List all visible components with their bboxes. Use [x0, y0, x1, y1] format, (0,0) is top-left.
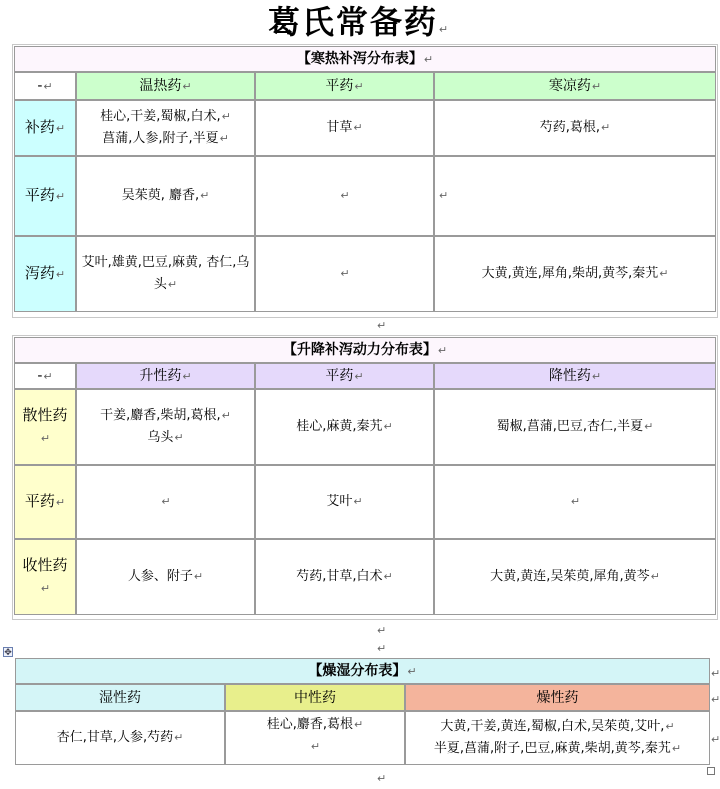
paragraph-mark: ↵: [377, 319, 387, 332]
table2-cell: 人参、附子↵: [76, 539, 255, 615]
page-title: 葛氏常备药↵: [267, 3, 451, 41]
table2-col-rising: 升性药↵: [76, 363, 255, 389]
table1-cell: ↵: [434, 156, 716, 236]
table2-col-falling: 降性药↵: [434, 363, 716, 389]
table2-cell: 芍药,甘草,白术↵: [255, 539, 434, 615]
table1-col-cold: 寒凉药↵: [434, 72, 716, 100]
move-anchor-icon[interactable]: ✥: [4, 648, 12, 658]
row-end-mark: ↵: [711, 667, 720, 680]
table2-corner: -↵: [14, 363, 76, 389]
table1-caption: 【寒热补泻分布表】↵: [14, 46, 716, 72]
table1-cell: 艾叶,雄黄,巴豆,麻黄, 杏仁,乌 头↵: [76, 236, 255, 312]
table2-row-label: 收性药↵: [14, 539, 76, 615]
table3-cell: 杏仁,甘草,人参,芍药↵: [15, 711, 225, 765]
table3-cell: 桂心,麝香,葛根↵ ↵: [225, 711, 405, 765]
table1-row-label: 泻药↵: [14, 236, 76, 312]
table1-col-neutral: 平药↵: [255, 72, 434, 100]
table3: [15, 658, 710, 765]
table2-row-label: 散性药↵: [14, 389, 76, 465]
table1-cell: 大黄,黄连,犀角,柴胡,黄芩,秦艽↵: [434, 236, 716, 312]
table2-col-neutral: 平药↵: [255, 363, 434, 389]
paragraph-mark: ↵: [377, 624, 387, 637]
table3-col-wet: 湿性药: [15, 684, 225, 711]
row-end-mark: ↵: [711, 693, 720, 706]
table1-col-warm: 温热药↵: [76, 72, 255, 100]
row-end-mark: ↵: [711, 733, 720, 746]
table2-caption: 【升降补泻动力分布表】↵: [14, 337, 716, 363]
table3-col-neutral: 中性药: [225, 684, 405, 711]
table1-cell: ↵: [255, 236, 434, 312]
table2-cell: 大黄,黄连,吴茱萸,犀角,黄芩↵: [434, 539, 716, 615]
resize-handle-icon[interactable]: [707, 767, 715, 775]
table3-cell: 大黄,干姜,黄连,蜀椒,白术,吴茱萸,艾叶,↵ 半夏,菖蒲,附子,巴豆,麻黄,柴胡,黄芩,秦艽↵: [405, 711, 710, 765]
table1-cell: 桂心,干姜,蜀椒,白术,↵ 菖蒲,人参,附子,半夏↵: [76, 100, 255, 156]
table2: [14, 337, 716, 615]
table1: [14, 46, 716, 312]
table2-row-label: 平药↵: [14, 465, 76, 539]
table2-cell: 艾叶↵: [255, 465, 434, 539]
table2-cell: ↵: [76, 465, 255, 539]
table1-cell: ↵: [255, 156, 434, 236]
table1-row-label: 补药↵: [14, 100, 76, 156]
table1-row-label: 平药↵: [14, 156, 76, 236]
table1-corner: -↵: [14, 72, 76, 100]
paragraph-mark: ↵: [377, 772, 387, 785]
table3-caption: 【燥湿分布表】↵: [15, 658, 710, 684]
table2-cell: 干姜,麝香,柴胡,葛根,↵ 乌头↵: [76, 389, 255, 465]
table2-cell: 桂心,麻黄,秦艽↵: [255, 389, 434, 465]
table1-cell: 甘草↵: [255, 100, 434, 156]
table3-col-dry: 燥性药: [405, 684, 710, 711]
table2-cell: ↵: [434, 465, 716, 539]
paragraph-mark: ↵: [377, 642, 387, 655]
table1-cell: 吴茱萸, 麝香,↵: [76, 156, 255, 236]
table2-cell: 蜀椒,菖蒲,巴豆,杏仁,半夏↵: [434, 389, 716, 465]
table1-cell: 芍药,葛根,↵: [434, 100, 716, 156]
